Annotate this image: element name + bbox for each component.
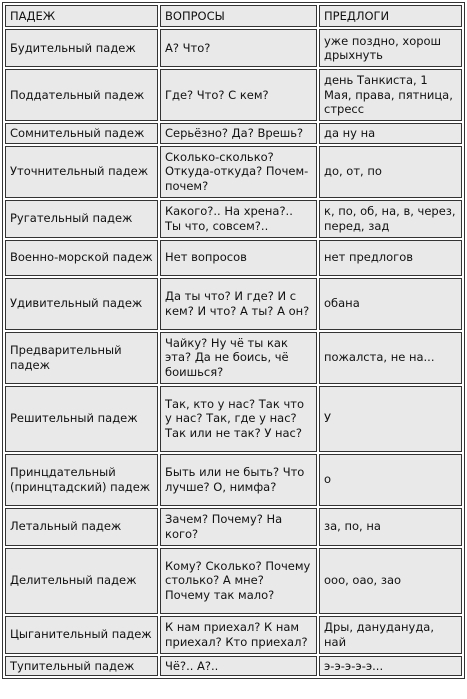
table-row xyxy=(5,69,462,121)
case-cell: Тупительный падеж xyxy=(5,656,158,677)
table-row xyxy=(5,616,462,654)
case-cell: Сомнительный падеж xyxy=(5,123,158,144)
table-row xyxy=(5,548,462,614)
case-cell: Военно-морской падеж xyxy=(5,240,158,276)
header-row xyxy=(5,5,462,27)
table-row xyxy=(5,656,462,677)
prepositions-cell: уже поздно, хорош дрыхнуть xyxy=(319,29,462,67)
questions-cell: Чайку? Ну чё ты как эта? Да не боись, чё боишься? xyxy=(160,332,317,384)
header-prepositions: ПРЕДЛОГИ xyxy=(319,5,462,27)
questions-cell: Кому? Сколько? Почему столько? А мне? Почему так мало? xyxy=(160,548,317,614)
prepositions-cell: да ну на xyxy=(319,123,462,144)
prepositions-cell: о xyxy=(319,454,462,506)
questions-cell: Серьёзно? Да? Врешь? xyxy=(160,123,317,144)
prepositions-cell: Дры, данудануда, най xyxy=(319,616,462,654)
case-cell: Удивительный падеж xyxy=(5,278,158,330)
table-row xyxy=(5,123,462,144)
prepositions-cell: У xyxy=(319,386,462,452)
case-cell: Цыганительный падеж xyxy=(5,616,158,654)
questions-cell: А? Что? xyxy=(160,29,317,67)
questions-cell: К нам приехал? К нам приехал? Кто приехал? xyxy=(160,616,317,654)
prepositions-cell: нет предлогов xyxy=(319,240,462,276)
case-cell: Принцдательный (принцтадский) падеж xyxy=(5,454,158,506)
prepositions-cell: за, по, на xyxy=(319,508,462,546)
questions-cell: Где? Что? С кем? xyxy=(160,69,317,121)
table-row xyxy=(5,29,462,67)
table-row xyxy=(5,240,462,276)
questions-cell: Чё?.. А?.. xyxy=(160,656,317,677)
case-cell: Летальный падеж xyxy=(5,508,158,546)
case-cell: Предварительный падеж xyxy=(5,332,158,384)
prepositions-cell: к, по, об, на, в, через, перед, зад xyxy=(319,200,462,238)
table-row xyxy=(5,332,462,384)
questions-cell: Сколько-сколько? Откуда-откуда? Почем-почем? xyxy=(160,146,317,198)
questions-cell: Быть или не быть? Что лучше? О, нимфа? xyxy=(160,454,317,506)
questions-cell: Какого?.. На хрена?.. Ты что, совсем?.. xyxy=(160,200,317,238)
table-row xyxy=(5,200,462,238)
prepositions-cell: пожалста, не на... xyxy=(319,332,462,384)
table-row xyxy=(5,146,462,198)
questions-cell: Зачем? Почему? На кого? xyxy=(160,508,317,546)
prepositions-cell: ооо, оао, зао xyxy=(319,548,462,614)
case-cell: Ругательный падеж xyxy=(5,200,158,238)
prepositions-cell: обана xyxy=(319,278,462,330)
table-row xyxy=(5,386,462,452)
header-case: ПАДЕЖ xyxy=(5,5,158,27)
questions-cell: Да ты что? И где? И с кем? И что? А ты? А он? xyxy=(160,278,317,330)
table-row xyxy=(5,278,462,330)
case-cell: Будительный падеж xyxy=(5,29,158,67)
questions-cell: Так, кто у нас? Так что у нас? Так, где у нас? Так или не так? У нас? xyxy=(160,386,317,452)
prepositions-cell: э-э-э-э-э... xyxy=(319,656,462,677)
prepositions-cell: день Танкиста, 1 Мая, права, пятница, стресс xyxy=(319,69,462,121)
case-cell: Уточнительный падеж xyxy=(5,146,158,198)
prepositions-cell: до, от, по xyxy=(319,146,462,198)
table-row xyxy=(5,508,462,546)
case-cell: Решительный падеж xyxy=(5,386,158,452)
case-cell: Поддательный падеж xyxy=(5,69,158,121)
cases-table xyxy=(2,2,465,679)
case-cell: Делительный падеж xyxy=(5,548,158,614)
header-questions: ВОПРОСЫ xyxy=(160,5,317,27)
questions-cell: Нет вопросов xyxy=(160,240,317,276)
table-row xyxy=(5,454,462,506)
